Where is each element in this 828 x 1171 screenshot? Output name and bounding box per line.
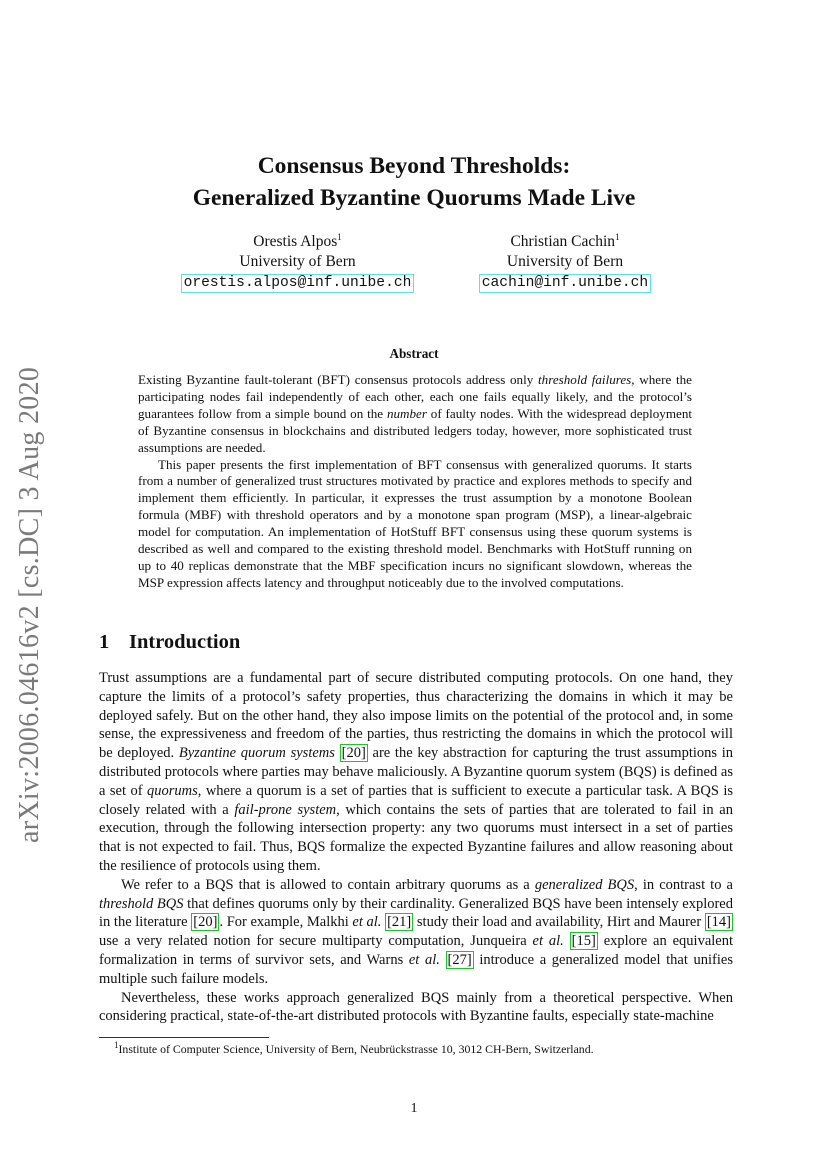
citation-link[interactable]: [15] bbox=[571, 933, 596, 950]
affiliation-mark: 1 bbox=[337, 231, 342, 242]
citation-link[interactable]: [20] bbox=[341, 745, 366, 762]
footnote-rule bbox=[99, 1037, 269, 1038]
abstract-heading: Abstract bbox=[389, 346, 439, 361]
footnote-mark: 1 bbox=[114, 1040, 119, 1051]
title-line-1: Consensus Beyond Thresholds: bbox=[257, 153, 571, 179]
arxiv-id-text: arXiv:2006.04616v2 [cs.DC] 3 Aug 2020 bbox=[14, 366, 45, 843]
paper-title bbox=[0, 150, 828, 214]
author-name: Orestis Alpos bbox=[253, 233, 338, 250]
author-affiliation: University of Bern bbox=[506, 253, 624, 270]
section-heading bbox=[99, 631, 240, 654]
title-line-2: Generalized Byzantine Quorums Made Live bbox=[192, 185, 636, 211]
section-title: Introduction bbox=[129, 631, 241, 653]
footnote-text: Institute of Computer Science, University of Bern, Neubrückstrasse 10, 3012 CH-Bern, Switzerland. bbox=[118, 1042, 594, 1056]
page-number: 1 bbox=[410, 1101, 418, 1116]
section-number: 1 bbox=[99, 631, 110, 653]
introduction-body bbox=[99, 669, 733, 1026]
author-name: Christian Cachin bbox=[510, 233, 616, 250]
abstract-paragraph-1: Existing Byzantine fault-tolerant (BFT) consensus protocols address only threshold failures, where the participating nodes fail independently of each other, each one fails equally likely, and the protocol’s guarantees follow from a simple bound on the number of faulty nodes. With the widespread deployment of Byzantine consensus in blockchains and distributed ledgers today, however, more sophisticated trust assumptions are needed. bbox=[138, 372, 692, 455]
citation-link[interactable]: [20] bbox=[193, 914, 218, 931]
footnote bbox=[114, 1042, 594, 1057]
author-email-link[interactable]: cachin@inf.unibe.ch bbox=[479, 274, 651, 293]
affiliation-mark: 1 bbox=[615, 231, 620, 242]
abstract-body bbox=[138, 372, 692, 592]
author-block-2 bbox=[460, 232, 670, 293]
intro-paragraph-2: We refer to a BQS that is allowed to contain arbitrary quorums as a generalized BQS, in contrast to a threshold BQS that defines quorums only by their cardinality. Generalized BQS have been intensely explored in the literature [20] . For example, Malkhi et al. [21] study their load and availability, Hirt and Maurer [14] use a very related notion for secure multiparty computation, Junqueira et al. [15] explore an equivalent formalization in terms of survivor sets, and Warns et al. [27] introduce a generalized model that unifies multiple such failure models. bbox=[99, 876, 734, 987]
intro-paragraph-3: Nevertheless, these works approach generalized BQS mainly from a theoretical perspective. When considering practical, state-of-the-art distributed protocols with Byzantine faults, especially state-machine bbox=[99, 989, 733, 1025]
author-affiliation: University of Bern bbox=[239, 253, 356, 270]
author-block-1 bbox=[160, 232, 435, 293]
arxiv-side-stamp bbox=[14, 365, 54, 843]
author-email-link[interactable]: orestis.alpos@inf.unibe.ch bbox=[181, 274, 415, 293]
citation-link[interactable]: [14] bbox=[706, 914, 732, 931]
citation-link[interactable]: [21] bbox=[387, 914, 412, 931]
intro-paragraph-1: Trust assumptions are a fundamental part of secure distributed computing protocols. On one hand, they capture the limits of a protocol’s safety properties, thus characterizing the domains in which it may be deployed safely. But on the other hand, they also impose limits on the potential of the protocol and, in some sense, the expressiveness and freedom of the parties, thus restricting the domains in which the protocol will be deployed. Byzantine quorum systems [20] are the key abstraction for capturing the trust assumptions in distributed protocols where parties may behave maliciously. A Byzantine quorum system (BQS) is defined as a set of quorums, where a quorum is a set of parties that is sufficient to execute a particular task. A BQS is closely related with a fail-prone system, which contains the sets of parties that are tolerated to fail in an execution, through the following intersection property: any two quorums must intersect in a set of parties that is not expected to fail. Thus, BQS formalize the expected Byzantine failures and allow reasoning about the resilience of protocols using them. bbox=[99, 670, 734, 874]
citation-link[interactable]: [27] bbox=[447, 951, 472, 968]
abstract-paragraph-2: This paper presents the first implementation of BFT consensus with generalized quorums. It starts from a number of generalized trust structures motivated by practice and explores methods to specify and implement them efficiently. In particular, it expresses the trust assumption by a monotone Boolean formula (MBF) with threshold operators and by a monotone span program (MSP), a linear-algebraic model for computation. An implementation of HotStuff BFT consensus using these quorum systems is described as well and compared to the existing threshold model. Benchmarks with HotStuff running on up to 40 replicas demonstrate that the MBF specification incurs no significant slowdown, whereas the MSP expression affects latency and throughput noticeably due to the involved computations. bbox=[138, 456, 692, 590]
